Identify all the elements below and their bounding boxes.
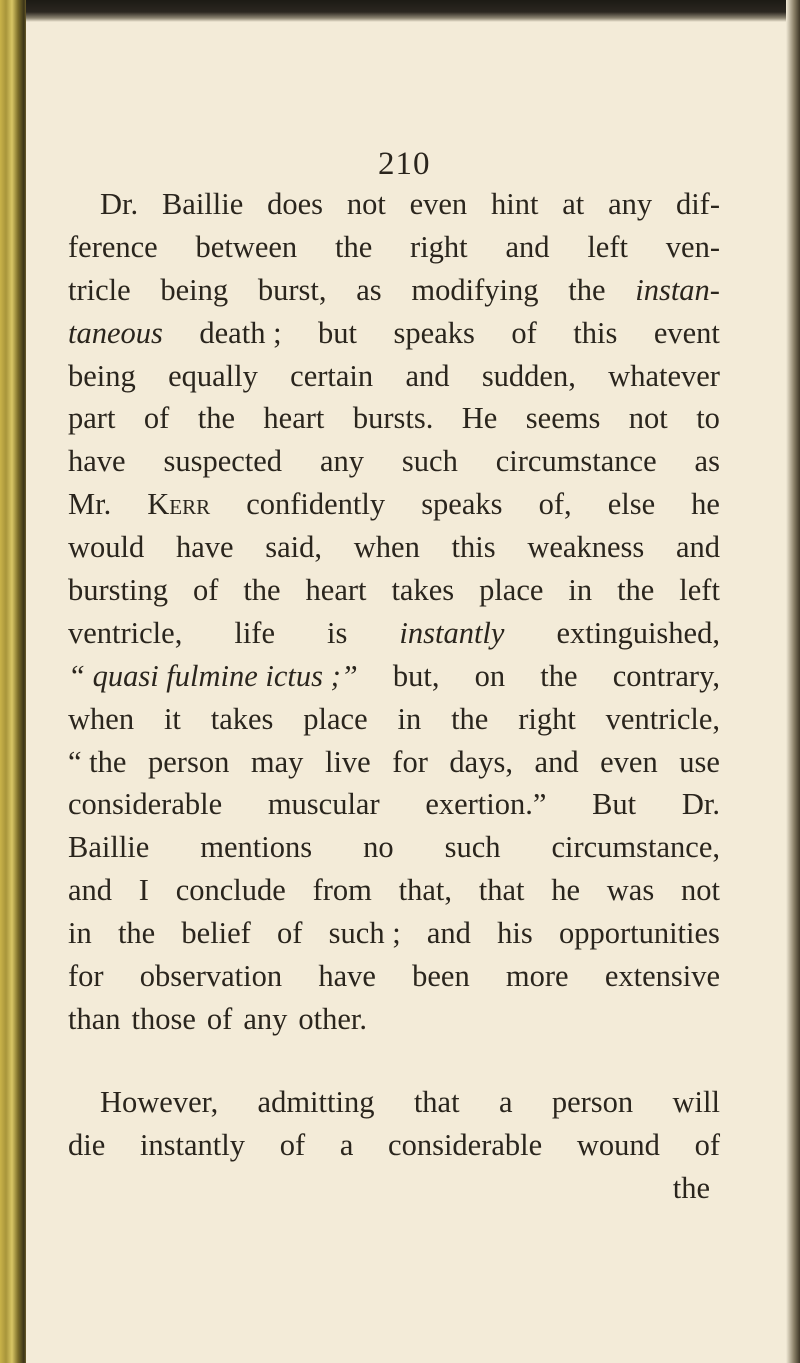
text-line: ference between the right and left ven- — [68, 229, 720, 264]
text-line: have suspected any such circumstance as — [68, 444, 720, 479]
text-line: ventricle, life is instantly extinguished, — [68, 612, 720, 655]
page-right-edge — [786, 0, 800, 1363]
italic-word: instantly — [399, 615, 505, 650]
italic-word: instan- — [635, 272, 720, 307]
italic-quote: “ quasi fulmine ictus ;” — [68, 658, 358, 693]
page-top-shadow — [0, 0, 800, 22]
body-text — [68, 183, 720, 1209]
book-spine-edge — [0, 0, 26, 1363]
text-line: and I conclude from that, that he was not — [68, 873, 720, 908]
text-line: Dr. Baillie does not even hint at any dif- — [100, 187, 720, 221]
text-line: tricle being burst, as modifying the instan- — [68, 269, 720, 312]
text-line: considerable muscular exertion.” But Dr. — [68, 787, 720, 822]
text-line: However, admitting that a person will — [100, 1084, 720, 1119]
small-caps-name: Kerr — [147, 487, 211, 522]
italic-word: taneous — [68, 315, 163, 350]
text-line: than those of any other. — [68, 1001, 367, 1036]
paragraph-2 — [68, 1081, 720, 1210]
text-line: in the belief of such ; and his opportunities — [68, 916, 720, 951]
text-line: “ the person may live for days, and even use — [68, 744, 720, 779]
text-line: Mr. Kerr confidently speaks of, else he — [68, 483, 720, 526]
text-line: “ quasi fulmine ictus ;” but, on the contrary, — [68, 655, 720, 698]
paragraph-gap — [68, 1041, 720, 1081]
paragraph-1 — [68, 183, 720, 1041]
catchword: the — [672, 1170, 710, 1205]
text-line: Baillie mentions no such circumstance, — [68, 830, 720, 865]
text-line: taneous death ; but speaks of this event — [68, 312, 720, 355]
text-line: die instantly of a considerable wound of — [68, 1127, 720, 1162]
page-number: 210 — [378, 146, 431, 182]
text-line: being equally certain and sudden, whatever — [68, 358, 720, 393]
text-line: would have said, when this weakness and — [68, 530, 720, 565]
text-line: when it takes place in the right ventricle, — [68, 701, 720, 736]
catchword-line — [68, 1167, 720, 1210]
text-line: for observation have been more extensive — [68, 959, 720, 994]
text-line: part of the heart bursts. He seems not to — [68, 401, 720, 436]
text-line: bursting of the heart takes place in the left — [68, 573, 720, 608]
